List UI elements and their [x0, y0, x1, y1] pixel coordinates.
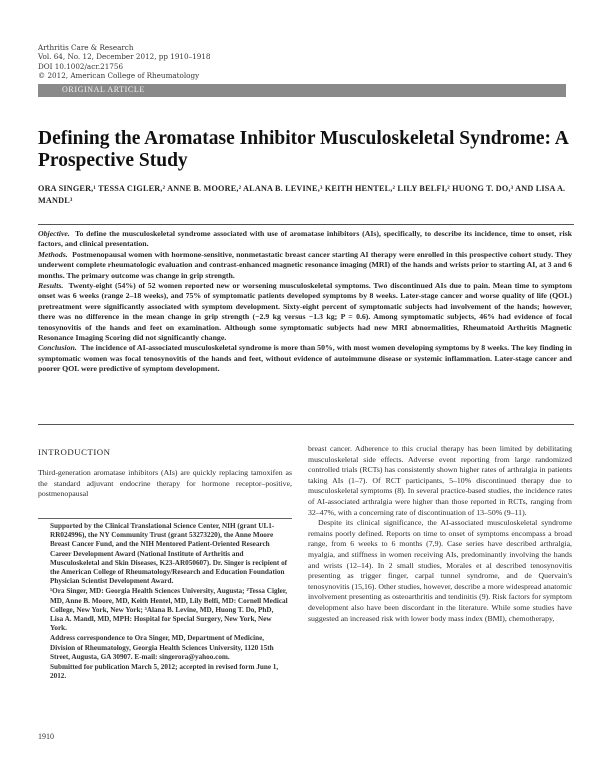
abstract-methods — [38, 250, 572, 281]
author-list: ORA SINGER,¹ TESSA CIGLER,² ANNE B. MOORE,² ALANA B. LEVINE,³ KEITH HENTEL,² LILY BELFI,² HUONG T. DO,³ AND LISA A. MANDL³ — [38, 184, 566, 205]
conclusion-text: The incidence of AI-associated musculoskeletal syndrome is more than 50%, with most women developing symptoms by 8 weeks. The key finding in symptomatic women was focal tenosynovitis of the hands and feet, without evidence of autoimmune disease or systemic inflammation. Later-stage cancer and poorer QOL were predictive of symptom development. — [38, 343, 572, 374]
results-text: Twenty-eight (54%) of 52 women reported new or worsening musculoskeletal symptoms. Two discontinued AIs due to pain. Mean time to symptom onset was 6 weeks (range 2–18 weeks), and 75% of symptomatic patients developed symptoms by 8 weeks. Later-stage cancer and worse quality of life (QOL) pretreatment were significantly associated with symptom development. Sixty-eight percent of symptomatic subjects had involvement of the hands; however, there was no difference in the mean change in grip strength (−2.9 kg versus −1.3 kg; P = 0.6). Among symptomatic subjects, 46% had evidence of focal tenosynovitis of the hands and feet on examination. Although some symptomatic subjects had new MRI abnormalities, Rheumatoid Arthritis Magnetic Resonance Imaging Scoring did not significantly change. — [38, 281, 572, 343]
abstract-bottom-rule — [38, 424, 574, 425]
abstract-top-rule — [38, 224, 574, 225]
journal-name: Arthritis Care & Research — [38, 43, 134, 52]
conclusion-label: Conclusion. — [38, 343, 77, 353]
objective-text: To define the musculoskeletal syndrome associated with use of aromatase inhibitors (AIs), specifically, to describe its incidence, time to onset, risk factors, and clinical presentation. — [38, 229, 572, 249]
footnote-submission: Submitted for publication March 5, 2012; accepted in revised form June 1, 2012. — [50, 663, 279, 681]
abstract-results — [38, 281, 572, 343]
article-title: Defining the Aromatase Inhibitor Musculoskeletal Syndrome: A Prospective Study — [38, 128, 568, 171]
footnote-affiliations: ¹Ora Singer, MD: Georgia Health Sciences University, Augusta; ²Tessa Cigler, MD, Anne B. Moore, MD, Keith Hentel, MD, Lily Belfi, MD: Cornell Medical College, New York, New York; ³Alana B. Levine, MD, Huong T. Do, PhD, Lisa A. Mandl, MD, MPH: Hospital for Special Surgery, New York, New York. — [50, 587, 288, 633]
journal-volume: Vol. 64, No. 12, December 2012, pp 1910–1918 — [38, 52, 211, 62]
abstract-conclusion — [38, 343, 572, 374]
intro-heading: INTRODUCTION — [38, 447, 111, 457]
methods-label: Methods. — [38, 249, 68, 259]
journal-doi: DOI 10.1002/acr.21756 — [38, 61, 124, 71]
abstract — [38, 229, 572, 375]
body-paragraph: breast cancer. Adherence to this crucial therapy has been limited by debilitating musculoskeletal side effects. Adverse event reporting from large randomized controlled trials (RCTs) has consistently shown higher rates of arthralgia in patients taking AIs (1–7). Of RCT participants, 5–10% discontinued therapy due to musculoskeletal symptoms (8). In several practice-based studies, the incidence rates of AI-associated arthralgia were higher than those reported in RCTs, ranging from 32–47%, with a concerning rate of discontinuation of 13–50% (9–11). — [308, 444, 572, 517]
intro-paragraph: Third-generation aromatase inhibitors (AIs) are quickly replacing tamoxifen as the standard adjuvant endocrine therapy for hormone receptor–positive, postmenopausal — [38, 468, 292, 499]
abstract-objective — [38, 229, 572, 250]
objective-label: Objective. — [38, 229, 70, 238]
journal-copyright: © 2012, American College of Rheumatology — [38, 71, 200, 81]
footnote-divider — [38, 518, 292, 519]
left-column — [38, 447, 292, 500]
body-paragraph: Despite its clinical significance, the AI-associated musculoskeletal syndrome remains poorly defined. Reports on time to onset of symptoms encompass a broad range, from 6 weeks to 6 months (7,9). Case series have described arthralgia, myalgia, and stiffness in women receiving AIs, predominantly involving the hands and wrists (12–14). In 2 small studies, Morales et al described tenosynovitis presenting as trigger finger, carpal tunnel syndrome, and de Quervain's tenosynovitis (15,16). Other studies, however, describe a more widespread anatomic involvement presenting as osteoarthritis and tendinitis (9). Risk factors for symptom development also have been discordant in the literature. While some studies have suggested an increased risk with lower body mass index (BMI), chemotherapy, — [308, 518, 572, 623]
article-type-label: ORIGINAL ARTICLE — [62, 85, 145, 94]
page-number: 1910 — [38, 732, 54, 741]
article-type-band — [38, 84, 566, 97]
footnote-correspondence: Address correspondence to Ora Singer, MD, Department of Medicine, Division of Rheumatology, Georgia Health Sciences University, 1120 15th Street, Augusta, GA 30907. E-mail: singerora@yahoo.com. — [50, 634, 274, 661]
right-column — [308, 444, 572, 624]
results-label: Results. — [38, 281, 64, 291]
footnotes — [50, 522, 288, 682]
footnote-funding: Supported by the Clinical Translational Science Center, NIH (grant UL1-RR024996), the NY Community Trust (grant 53273220), the Anne Moore Breast Cancer Fund, and the NIH Mentored Patient-Oriented Research Career Development Award (National Institute of Arthritis and Musculoskeletal and Skin Diseases, K23-AR050607). Dr. Singer is recipient of the American College of Rheumatology/Research and Education Foundation Physician Scientist Development Award. — [50, 522, 288, 586]
journal-header — [38, 43, 210, 81]
methods-text: Postmenopausal women with hormone-sensitive, nonmetastatic breast cancer starting AI therapy were enrolled in this prospective cohort study. They underwent complete rheumatologic evaluation and contrast-enhanced magnetic resonance imaging (MRI) of the hands and wrists prior to starting AI, at 3 and 6 months. The primary outcome was change in grip strength. — [38, 249, 572, 280]
